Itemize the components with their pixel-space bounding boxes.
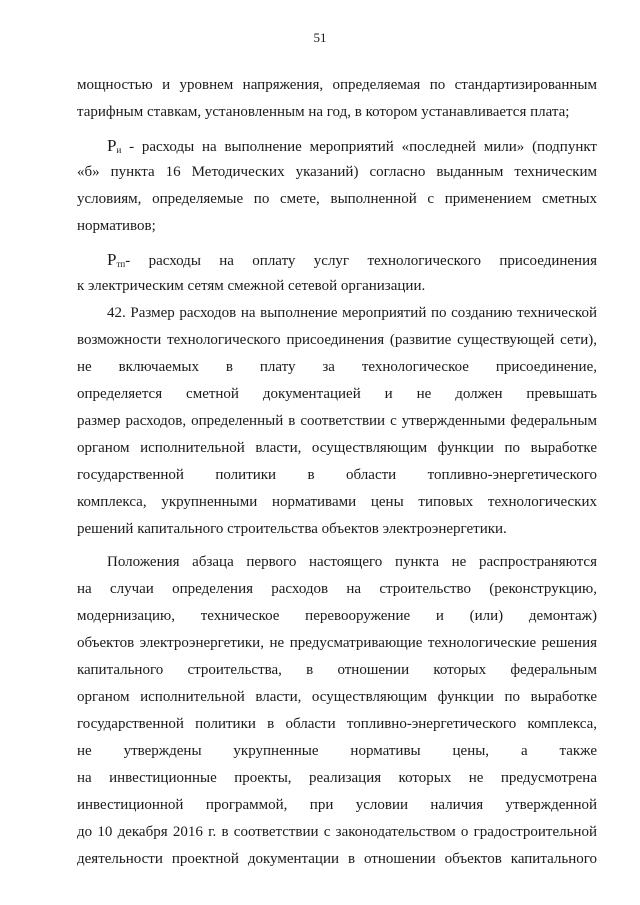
- text-line: [77, 576, 597, 603]
- text-line: [77, 435, 597, 462]
- line-text: мощностью и уровнем напряжения, определяемая по стандартизированным: [77, 77, 597, 93]
- line-text: размер расходов, определенный в соответствии с утвержденными федеральным: [77, 413, 597, 429]
- line-text: нормативов;: [77, 218, 156, 234]
- text-line: [77, 516, 597, 543]
- text-line: [77, 711, 597, 738]
- line-text: не включаемых в плату за технологическое присоединение,: [77, 359, 597, 375]
- text-line: [77, 657, 597, 684]
- line-text: не утверждены укрупненные нормативы цены, а также: [77, 743, 597, 759]
- line-text: деятельности проектной документации в отношении объектов капитального: [77, 851, 597, 867]
- line-text: - расходы на выполнение мероприятий «последней мили» (подпункт: [121, 139, 597, 155]
- line-text: государственной политики в области топливно-энергетического комплекса,: [77, 716, 597, 732]
- page-number: 51: [313, 30, 327, 45]
- line-text: модернизацию, техническое перевооружение и (или) демонтаж): [77, 608, 597, 624]
- formula-symbol: P: [107, 136, 117, 155]
- line-text: определяется сметной документацией и не должен превышать: [77, 386, 597, 402]
- text-line: [77, 630, 597, 657]
- text-line: [77, 846, 597, 873]
- text-line: [77, 462, 597, 489]
- text-line: [77, 273, 597, 300]
- formula-subscript: и: [116, 145, 122, 155]
- line-text: 42. Размер расходов на выполнение мероприятий по созданию технической: [107, 305, 597, 321]
- line-text: государственной политики в области топливно-энергетического: [77, 467, 597, 483]
- line-text: на случаи определения расходов на строительство (реконструкцию,: [77, 581, 597, 597]
- formula-symbol: P: [107, 250, 117, 269]
- line-text: к электрическим сетям смежной сетевой организации.: [77, 278, 426, 294]
- line-text: - расходы на оплату услуг технологического присоединения: [125, 253, 597, 269]
- text-line: [77, 738, 597, 765]
- line-text: на инвестиционные проекты, реализация которых не предусмотрена: [77, 770, 597, 786]
- line-text: решений капитального строительства объектов электроэнергетики.: [77, 521, 507, 537]
- text-line: [77, 354, 597, 381]
- line-text: инвестиционной программой, при условии наличия утвержденной: [77, 797, 597, 813]
- text-line: [77, 300, 597, 327]
- line-text: капитального строительства, в отношении которых федеральным: [77, 662, 597, 678]
- text-line: [77, 132, 597, 159]
- text-line: [77, 792, 597, 819]
- text-line: [77, 99, 597, 126]
- line-text: комплекса, укрупненными нормативами цены типовых технологических: [77, 494, 597, 510]
- text-line: [77, 408, 597, 435]
- text-line: [77, 246, 597, 273]
- text-line: [77, 489, 597, 516]
- text-line: [77, 213, 597, 240]
- line-text: до 10 декабря 2016 г. в соответствии с законодательством о градостроительной: [77, 824, 597, 840]
- text-line: [77, 327, 597, 354]
- text-line: [77, 819, 597, 846]
- line-text: условиям, определяемые по смете, выполненной с применением сметных: [77, 191, 597, 207]
- text-line: [77, 186, 597, 213]
- line-text: органом исполнительной власти, осуществляющим функции по выработке: [77, 440, 597, 456]
- document-body: [77, 72, 597, 873]
- text-line: [77, 159, 597, 186]
- line-text: возможности технологического присоединения (развитие существующей сети),: [77, 332, 597, 348]
- text-line: [77, 72, 597, 99]
- text-line: [77, 549, 597, 576]
- line-text: «б» пункта 16 Методических указаний) согласно выданным техническим: [77, 164, 597, 180]
- line-text: Положения абзаца первого настоящего пункта не распространяются: [107, 554, 597, 570]
- line-text: органом исполнительной власти, осуществляющим функции по выработке: [77, 689, 597, 705]
- text-line: [77, 603, 597, 630]
- text-line: [77, 684, 597, 711]
- text-line: [77, 765, 597, 792]
- line-text: тарифным ставкам, установленным на год, в котором устанавливается плата;: [77, 104, 570, 120]
- line-text: объектов электроэнергетики, не предусматривающие технологические решения: [77, 635, 597, 651]
- formula-subscript: тп: [116, 259, 126, 269]
- text-line: [77, 381, 597, 408]
